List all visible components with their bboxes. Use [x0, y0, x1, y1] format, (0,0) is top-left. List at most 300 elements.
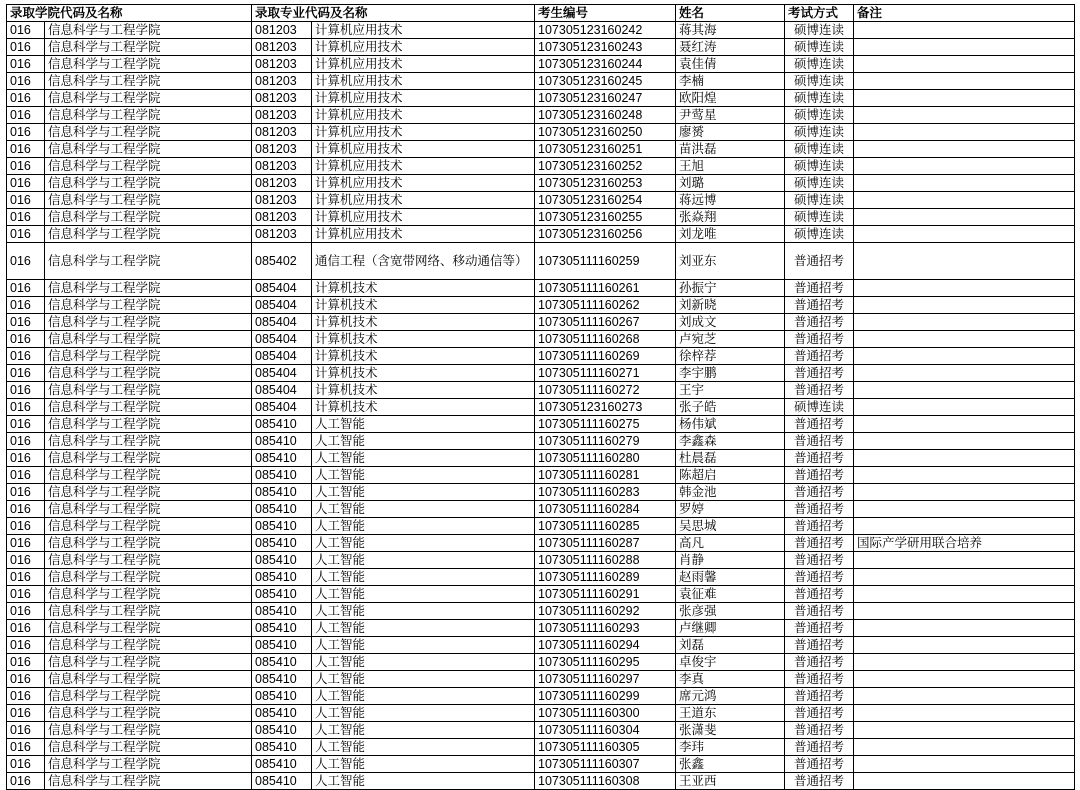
college-code-cell: 016 — [7, 467, 45, 484]
student-name-cell: 罗婷 — [676, 501, 785, 518]
student-name-cell: 张鑫 — [676, 756, 785, 773]
college-name-cell: 信息科学与工程学院 — [45, 501, 252, 518]
college-code-cell: 016 — [7, 348, 45, 365]
college-code-cell: 016 — [7, 603, 45, 620]
major-code-cell: 085404 — [252, 348, 312, 365]
college-code-cell: 016 — [7, 586, 45, 603]
header-note: 备注 — [854, 5, 1075, 22]
exam-id-cell: 107305111160295 — [535, 654, 676, 671]
major-name-cell: 计算机技术 — [312, 365, 535, 382]
major-name-cell: 人工智能 — [312, 586, 535, 603]
exam-method-cell: 普通招考 — [785, 280, 854, 297]
major-name-cell: 人工智能 — [312, 552, 535, 569]
college-name-cell: 信息科学与工程学院 — [45, 620, 252, 637]
major-name-cell: 人工智能 — [312, 722, 535, 739]
table-row — [7, 450, 1075, 467]
major-code-cell: 081203 — [252, 107, 312, 124]
major-name-cell: 人工智能 — [312, 535, 535, 552]
table-row — [7, 365, 1075, 382]
student-name-cell: 张焱翔 — [676, 209, 785, 226]
major-name-cell: 计算机应用技术 — [312, 73, 535, 90]
student-name-cell: 吴思城 — [676, 518, 785, 535]
note-cell — [854, 314, 1075, 331]
college-name-cell: 信息科学与工程学院 — [45, 73, 252, 90]
exam-id-cell: 107305111160307 — [535, 756, 676, 773]
exam-method-cell: 硕博连读 — [785, 56, 854, 73]
college-name-cell: 信息科学与工程学院 — [45, 671, 252, 688]
exam-method-cell: 普通招考 — [785, 535, 854, 552]
table-row — [7, 739, 1075, 756]
major-name-cell: 人工智能 — [312, 467, 535, 484]
exam-id-cell: 107305111160267 — [535, 314, 676, 331]
college-name-cell: 信息科学与工程学院 — [45, 586, 252, 603]
exam-method-cell: 普通招考 — [785, 637, 854, 654]
note-cell — [854, 141, 1075, 158]
major-name-cell: 计算机应用技术 — [312, 107, 535, 124]
table-row — [7, 705, 1075, 722]
exam-id-cell: 107305111160304 — [535, 722, 676, 739]
college-code-cell: 016 — [7, 484, 45, 501]
college-code-cell: 016 — [7, 382, 45, 399]
student-name-cell: 袁征难 — [676, 586, 785, 603]
college-name-cell: 信息科学与工程学院 — [45, 175, 252, 192]
note-cell — [854, 280, 1075, 297]
student-name-cell: 卢继卿 — [676, 620, 785, 637]
exam-method-cell: 硕博连读 — [785, 107, 854, 124]
exam-method-cell: 普通招考 — [785, 552, 854, 569]
major-name-cell: 计算机应用技术 — [312, 56, 535, 73]
note-cell — [854, 39, 1075, 56]
major-name-cell: 人工智能 — [312, 671, 535, 688]
exam-method-cell: 普通招考 — [785, 688, 854, 705]
table-row — [7, 773, 1075, 790]
table-row — [7, 331, 1075, 348]
college-name-cell: 信息科学与工程学院 — [45, 484, 252, 501]
major-name-cell: 计算机技术 — [312, 280, 535, 297]
exam-id-cell: 107305111160279 — [535, 433, 676, 450]
student-name-cell: 杨伟斌 — [676, 416, 785, 433]
major-code-cell: 085410 — [252, 654, 312, 671]
note-cell — [854, 175, 1075, 192]
major-name-cell: 人工智能 — [312, 603, 535, 620]
note-cell — [854, 297, 1075, 314]
student-name-cell: 王亚西 — [676, 773, 785, 790]
exam-id-cell: 107305111160292 — [535, 603, 676, 620]
table-row — [7, 501, 1075, 518]
student-name-cell: 孙振宁 — [676, 280, 785, 297]
note-cell — [854, 107, 1075, 124]
college-code-cell: 016 — [7, 433, 45, 450]
major-code-cell: 085410 — [252, 637, 312, 654]
major-name-cell: 人工智能 — [312, 705, 535, 722]
student-name-cell: 席元鸿 — [676, 688, 785, 705]
table-row — [7, 722, 1075, 739]
header-method: 考试方式 — [785, 5, 854, 22]
college-name-cell: 信息科学与工程学院 — [45, 297, 252, 314]
exam-id-cell: 107305111160275 — [535, 416, 676, 433]
major-name-cell: 计算机应用技术 — [312, 124, 535, 141]
table-row — [7, 192, 1075, 209]
note-cell — [854, 365, 1075, 382]
note-cell — [854, 569, 1075, 586]
table-row — [7, 348, 1075, 365]
college-code-cell: 016 — [7, 56, 45, 73]
table-row — [7, 90, 1075, 107]
major-code-cell: 085410 — [252, 722, 312, 739]
major-code-cell: 085410 — [252, 620, 312, 637]
college-name-cell: 信息科学与工程学院 — [45, 416, 252, 433]
major-code-cell: 085404 — [252, 399, 312, 416]
student-name-cell: 陈超启 — [676, 467, 785, 484]
college-name-cell: 信息科学与工程学院 — [45, 654, 252, 671]
college-code-cell: 016 — [7, 73, 45, 90]
major-name-cell: 人工智能 — [312, 433, 535, 450]
note-cell: 国际产学研用联合培养 — [854, 535, 1075, 552]
exam-method-cell: 普通招考 — [785, 297, 854, 314]
major-name-cell: 计算机技术 — [312, 331, 535, 348]
exam-method-cell: 硕博连读 — [785, 73, 854, 90]
college-code-cell: 016 — [7, 654, 45, 671]
exam-id-cell: 107305123160256 — [535, 226, 676, 243]
major-name-cell: 人工智能 — [312, 501, 535, 518]
college-code-cell: 016 — [7, 331, 45, 348]
college-name-cell: 信息科学与工程学院 — [45, 280, 252, 297]
student-name-cell: 卓俊宇 — [676, 654, 785, 671]
college-code-cell: 016 — [7, 209, 45, 226]
college-code-cell: 016 — [7, 365, 45, 382]
note-cell — [854, 331, 1075, 348]
college-name-cell: 信息科学与工程学院 — [45, 348, 252, 365]
college-code-cell: 016 — [7, 192, 45, 209]
major-name-cell: 计算机应用技术 — [312, 192, 535, 209]
major-name-cell: 计算机应用技术 — [312, 141, 535, 158]
note-cell — [854, 192, 1075, 209]
exam-id-cell: 107305123160251 — [535, 141, 676, 158]
college-code-cell: 016 — [7, 39, 45, 56]
major-code-cell: 085410 — [252, 450, 312, 467]
major-name-cell: 计算机应用技术 — [312, 22, 535, 39]
note-cell — [854, 416, 1075, 433]
exam-id-cell: 107305123160254 — [535, 192, 676, 209]
exam-method-cell: 普通招考 — [785, 484, 854, 501]
college-code-cell: 016 — [7, 637, 45, 654]
student-name-cell: 苗洪磊 — [676, 141, 785, 158]
college-name-cell: 信息科学与工程学院 — [45, 192, 252, 209]
major-code-cell: 085410 — [252, 518, 312, 535]
major-name-cell: 人工智能 — [312, 484, 535, 501]
header-major: 录取专业代码及名称 — [252, 5, 535, 22]
table-row — [7, 467, 1075, 484]
exam-method-cell: 普通招考 — [785, 348, 854, 365]
exam-id-cell: 107305123160245 — [535, 73, 676, 90]
table-row — [7, 382, 1075, 399]
note-cell — [854, 620, 1075, 637]
table-row — [7, 124, 1075, 141]
college-code-cell: 016 — [7, 688, 45, 705]
major-name-cell: 计算机技术 — [312, 382, 535, 399]
major-code-cell: 081203 — [252, 141, 312, 158]
college-code-cell: 016 — [7, 773, 45, 790]
exam-method-cell: 硕博连读 — [785, 39, 854, 56]
exam-id-cell: 107305123160253 — [535, 175, 676, 192]
exam-id-cell: 107305111160299 — [535, 688, 676, 705]
major-code-cell: 085410 — [252, 739, 312, 756]
major-name-cell: 人工智能 — [312, 450, 535, 467]
student-name-cell: 刘新晓 — [676, 297, 785, 314]
college-code-cell: 016 — [7, 450, 45, 467]
table-row — [7, 39, 1075, 56]
college-code-cell: 016 — [7, 107, 45, 124]
exam-method-cell: 硕博连读 — [785, 90, 854, 107]
exam-id-cell: 107305123160242 — [535, 22, 676, 39]
major-code-cell: 085410 — [252, 756, 312, 773]
major-code-cell: 081203 — [252, 90, 312, 107]
college-code-cell: 016 — [7, 518, 45, 535]
college-name-cell: 信息科学与工程学院 — [45, 209, 252, 226]
exam-method-cell: 硕博连读 — [785, 209, 854, 226]
note-cell — [854, 90, 1075, 107]
note-cell — [854, 637, 1075, 654]
major-name-cell: 计算机技术 — [312, 348, 535, 365]
college-name-cell: 信息科学与工程学院 — [45, 141, 252, 158]
college-code-cell: 016 — [7, 226, 45, 243]
college-code-cell: 016 — [7, 722, 45, 739]
major-code-cell: 081203 — [252, 56, 312, 73]
table-row — [7, 756, 1075, 773]
exam-id-cell: 107305111160281 — [535, 467, 676, 484]
college-name-cell: 信息科学与工程学院 — [45, 365, 252, 382]
note-cell — [854, 158, 1075, 175]
major-name-cell: 人工智能 — [312, 756, 535, 773]
college-name-cell: 信息科学与工程学院 — [45, 552, 252, 569]
table-row — [7, 399, 1075, 416]
exam-method-cell: 普通招考 — [785, 243, 854, 280]
major-code-cell: 085410 — [252, 467, 312, 484]
major-code-cell: 085404 — [252, 314, 312, 331]
note-cell — [854, 22, 1075, 39]
major-code-cell: 081203 — [252, 192, 312, 209]
table-row — [7, 416, 1075, 433]
exam-method-cell: 硕博连读 — [785, 124, 854, 141]
exam-method-cell: 普通招考 — [785, 603, 854, 620]
student-name-cell: 张子皓 — [676, 399, 785, 416]
major-code-cell: 085410 — [252, 552, 312, 569]
exam-method-cell: 普通招考 — [785, 654, 854, 671]
exam-id-cell: 107305111160272 — [535, 382, 676, 399]
exam-method-cell: 硕博连读 — [785, 158, 854, 175]
major-code-cell: 081203 — [252, 226, 312, 243]
major-code-cell: 085410 — [252, 586, 312, 603]
major-name-cell: 人工智能 — [312, 569, 535, 586]
note-cell — [854, 382, 1075, 399]
student-name-cell: 张潇斐 — [676, 722, 785, 739]
student-name-cell: 刘龙唯 — [676, 226, 785, 243]
table-row — [7, 314, 1075, 331]
college-name-cell: 信息科学与工程学院 — [45, 688, 252, 705]
college-code-cell: 016 — [7, 175, 45, 192]
student-name-cell: 李真 — [676, 671, 785, 688]
exam-id-cell: 107305111160288 — [535, 552, 676, 569]
table-row — [7, 243, 1075, 280]
note-cell — [854, 73, 1075, 90]
exam-id-cell: 107305123160252 — [535, 158, 676, 175]
student-name-cell: 王宇 — [676, 382, 785, 399]
note-cell — [854, 739, 1075, 756]
major-code-cell: 085404 — [252, 382, 312, 399]
student-name-cell: 廖赟 — [676, 124, 785, 141]
exam-id-cell: 107305123160244 — [535, 56, 676, 73]
major-code-cell: 081203 — [252, 22, 312, 39]
major-name-cell: 计算机技术 — [312, 314, 535, 331]
exam-id-cell: 107305111160293 — [535, 620, 676, 637]
student-name-cell: 袁佳倩 — [676, 56, 785, 73]
note-cell — [854, 722, 1075, 739]
college-code-cell: 016 — [7, 739, 45, 756]
exam-method-cell: 普通招考 — [785, 756, 854, 773]
note-cell — [854, 433, 1075, 450]
table-row — [7, 569, 1075, 586]
major-name-cell: 人工智能 — [312, 739, 535, 756]
college-name-cell: 信息科学与工程学院 — [45, 314, 252, 331]
note-cell — [854, 705, 1075, 722]
note-cell — [854, 226, 1075, 243]
header-exam-id: 考生编号 — [535, 5, 676, 22]
exam-id-cell: 107305111160294 — [535, 637, 676, 654]
major-code-cell: 085404 — [252, 297, 312, 314]
college-name-cell: 信息科学与工程学院 — [45, 22, 252, 39]
college-name-cell: 信息科学与工程学院 — [45, 39, 252, 56]
table-row — [7, 107, 1075, 124]
college-name-cell: 信息科学与工程学院 — [45, 722, 252, 739]
major-code-cell: 081203 — [252, 175, 312, 192]
student-name-cell: 聂红涛 — [676, 39, 785, 56]
college-code-cell: 016 — [7, 705, 45, 722]
note-cell — [854, 399, 1075, 416]
major-code-cell: 085410 — [252, 671, 312, 688]
major-code-cell: 081203 — [252, 124, 312, 141]
note-cell — [854, 654, 1075, 671]
major-code-cell: 085410 — [252, 603, 312, 620]
college-name-cell: 信息科学与工程学院 — [45, 56, 252, 73]
student-name-cell: 韩金池 — [676, 484, 785, 501]
student-name-cell: 尹莺星 — [676, 107, 785, 124]
note-cell — [854, 586, 1075, 603]
major-name-cell: 人工智能 — [312, 637, 535, 654]
student-name-cell: 李玮 — [676, 739, 785, 756]
major-code-cell: 081203 — [252, 209, 312, 226]
college-name-cell: 信息科学与工程学院 — [45, 399, 252, 416]
admission-table — [6, 4, 1075, 790]
note-cell — [854, 688, 1075, 705]
college-code-cell: 016 — [7, 90, 45, 107]
exam-id-cell: 107305123160250 — [535, 124, 676, 141]
college-name-cell: 信息科学与工程学院 — [45, 467, 252, 484]
college-code-cell: 016 — [7, 671, 45, 688]
table-row — [7, 637, 1075, 654]
exam-method-cell: 硕博连读 — [785, 175, 854, 192]
table-row — [7, 297, 1075, 314]
exam-id-cell: 107305123160243 — [535, 39, 676, 56]
student-name-cell: 李楠 — [676, 73, 785, 90]
exam-method-cell: 普通招考 — [785, 739, 854, 756]
table-row — [7, 280, 1075, 297]
exam-id-cell: 107305111160284 — [535, 501, 676, 518]
college-code-cell: 016 — [7, 314, 45, 331]
college-name-cell: 信息科学与工程学院 — [45, 158, 252, 175]
exam-method-cell: 普通招考 — [785, 382, 854, 399]
exam-method-cell: 普通招考 — [785, 450, 854, 467]
exam-id-cell: 107305123160255 — [535, 209, 676, 226]
exam-method-cell: 硕博连读 — [785, 22, 854, 39]
exam-method-cell: 普通招考 — [785, 773, 854, 790]
college-code-cell: 016 — [7, 399, 45, 416]
college-name-cell: 信息科学与工程学院 — [45, 382, 252, 399]
student-name-cell: 卢宛芝 — [676, 331, 785, 348]
college-code-cell: 016 — [7, 141, 45, 158]
exam-id-cell: 107305123160247 — [535, 90, 676, 107]
table-row — [7, 73, 1075, 90]
college-name-cell: 信息科学与工程学院 — [45, 90, 252, 107]
table-row — [7, 226, 1075, 243]
header-college: 录取学院代码及名称 — [7, 5, 252, 22]
major-name-cell: 计算机应用技术 — [312, 90, 535, 107]
student-name-cell: 王道东 — [676, 705, 785, 722]
exam-id-cell: 107305111160289 — [535, 569, 676, 586]
college-code-cell: 016 — [7, 535, 45, 552]
college-name-cell: 信息科学与工程学院 — [45, 226, 252, 243]
college-name-cell: 信息科学与工程学院 — [45, 243, 252, 280]
table-row — [7, 603, 1075, 620]
note-cell — [854, 603, 1075, 620]
college-name-cell: 信息科学与工程学院 — [45, 756, 252, 773]
note-cell — [854, 671, 1075, 688]
note-cell — [854, 756, 1075, 773]
major-name-cell: 人工智能 — [312, 773, 535, 790]
major-code-cell: 085410 — [252, 535, 312, 552]
student-name-cell: 肖静 — [676, 552, 785, 569]
table-row — [7, 552, 1075, 569]
student-name-cell: 杜晨磊 — [676, 450, 785, 467]
college-code-cell: 016 — [7, 297, 45, 314]
note-cell — [854, 124, 1075, 141]
exam-id-cell: 107305111160271 — [535, 365, 676, 382]
major-code-cell: 085404 — [252, 365, 312, 382]
student-name-cell: 蒋远博 — [676, 192, 785, 209]
exam-id-cell: 107305111160262 — [535, 297, 676, 314]
major-code-cell: 085402 — [252, 243, 312, 280]
student-name-cell: 欧阳煌 — [676, 90, 785, 107]
table-row — [7, 518, 1075, 535]
major-code-cell: 085410 — [252, 416, 312, 433]
note-cell — [854, 501, 1075, 518]
exam-method-cell: 普通招考 — [785, 569, 854, 586]
student-name-cell: 李鑫森 — [676, 433, 785, 450]
exam-method-cell: 硕博连读 — [785, 399, 854, 416]
exam-id-cell: 107305111160285 — [535, 518, 676, 535]
major-name-cell: 计算机技术 — [312, 399, 535, 416]
exam-id-cell: 107305111160259 — [535, 243, 676, 280]
note-cell — [854, 518, 1075, 535]
note-cell — [854, 209, 1075, 226]
major-name-cell: 计算机应用技术 — [312, 158, 535, 175]
note-cell — [854, 484, 1075, 501]
student-name-cell: 徐梓荐 — [676, 348, 785, 365]
major-code-cell: 085410 — [252, 569, 312, 586]
exam-method-cell: 普通招考 — [785, 433, 854, 450]
student-name-cell: 刘璐 — [676, 175, 785, 192]
major-code-cell: 085404 — [252, 331, 312, 348]
exam-id-cell: 107305111160269 — [535, 348, 676, 365]
